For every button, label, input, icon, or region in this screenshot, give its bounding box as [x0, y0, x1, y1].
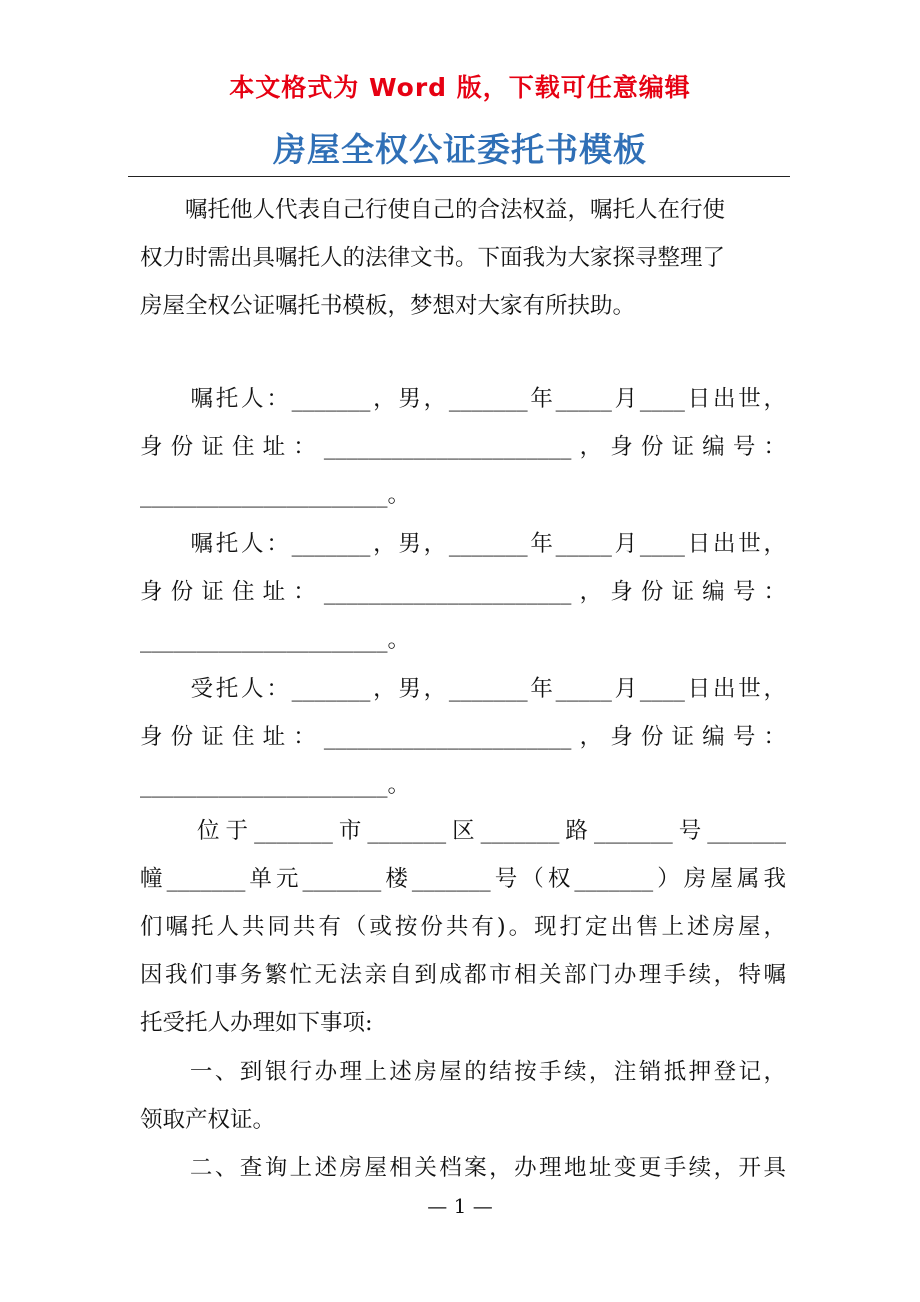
text-line: 因我们事务繁忙无法亲自到成都市相关部门办理手续，特嘱 — [140, 962, 786, 988]
text-line: 位于_______市_______区_______路_______号_______ — [140, 818, 786, 844]
principal-2-paragraph — [140, 520, 786, 664]
text-line: ______________________。 — [140, 772, 411, 798]
text-line: 一、到银行办理上述房屋的结按手续，注销抵押登记， — [140, 1059, 786, 1085]
title-divider — [128, 176, 790, 177]
document-title: 房屋全权公证委托书模板 — [273, 130, 647, 169]
intro-paragraph — [140, 186, 786, 330]
text-line: 身份证住址：______________________，身份证编号： — [140, 579, 786, 605]
property-paragraph — [140, 807, 786, 1047]
text-line: ______________________。 — [140, 627, 411, 653]
text-line: 嘱托他人代表自己行使自己的合法权益，嘱托人在行使 — [140, 197, 726, 223]
text-line: 房屋全权公证嘱托书模板，梦想对大家有所扶助。 — [140, 293, 636, 319]
format-notice: 本文格式为 Word 版，下载可任意编辑 — [229, 73, 691, 102]
text-line: 二、查询上述房屋相关档案，办理地址变更手续，开具 — [140, 1155, 786, 1181]
item-2-paragraph — [140, 1144, 786, 1192]
text-line: ______________________。 — [140, 482, 411, 508]
text-line: 权力时需出具嘱托人的法律文书。下面我为大家探寻整理了 — [140, 245, 726, 271]
text-line: 领取产权证。 — [140, 1107, 276, 1133]
text-line: 幢_______单元_______楼_______号（权_______）房屋属我 — [140, 866, 786, 892]
principal-1-paragraph — [140, 375, 786, 519]
text-line: 们嘱托人共同共有（或按份共有)。现打定出售上述房屋， — [140, 914, 786, 940]
text-line: 受托人：_______，男，_______年_____月____日出世， — [140, 676, 786, 702]
item-1-paragraph — [140, 1048, 786, 1144]
text-line: 嘱托人：_______，男，_______年_____月____日出世， — [140, 386, 786, 412]
agent-paragraph — [140, 665, 786, 809]
text-line: 身份证住址：______________________，身份证编号： — [140, 434, 786, 460]
text-line: 身份证住址：______________________，身份证编号： — [140, 724, 786, 750]
text-line: 托受托人办理如下事项: — [140, 1010, 373, 1036]
page-number: — 1 — — [427, 1194, 493, 1218]
text-line: 嘱托人：_______，男，_______年_____月____日出世， — [140, 531, 786, 557]
